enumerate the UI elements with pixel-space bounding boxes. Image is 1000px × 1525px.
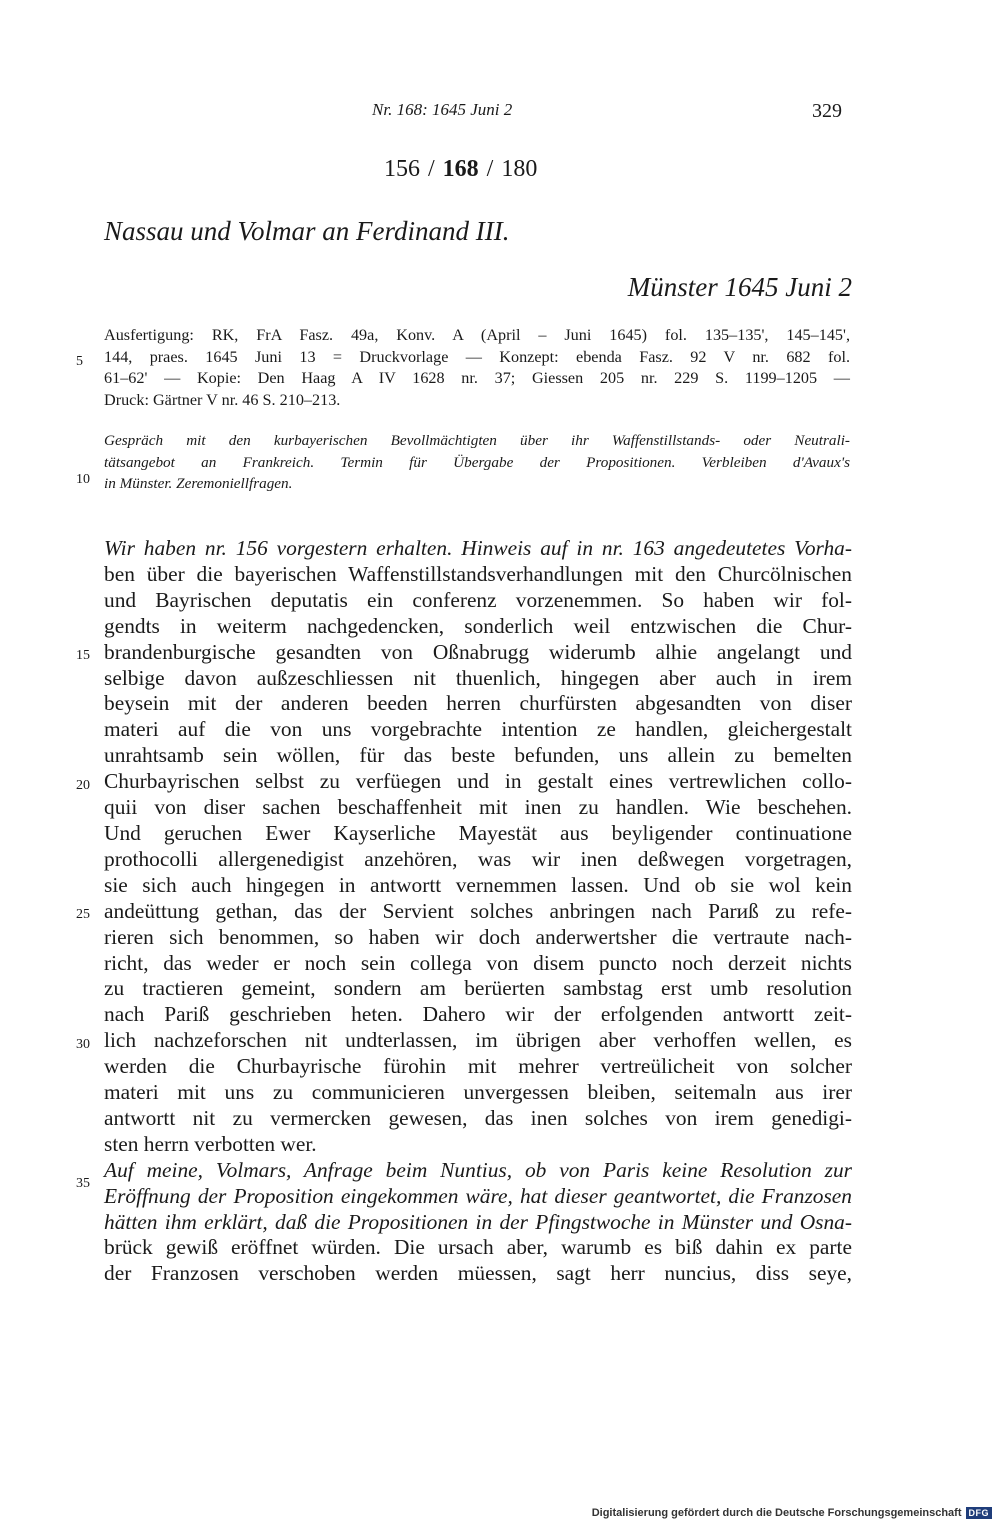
margin-line-number: 30 bbox=[76, 1037, 90, 1052]
place-date: Münster 1645 Juni 2 bbox=[627, 272, 852, 302]
apparatus-line: Druck: Gärtner V nr. 46 S. 210–213. bbox=[104, 390, 341, 409]
body-line: brück gewiß eröffnet würden. Die ursach aber, warumb es biß dahin ex parte bbox=[104, 1235, 852, 1260]
summary-line: Gespräch mit den kurbayerischen Bevollmächtigten über ihr Waffenstillstands- oder Neutrali- bbox=[104, 432, 850, 449]
body-line: sie sich auch hingegen in antwortt vernemmen lassen. Und ob sie wol kein bbox=[104, 872, 852, 897]
summary-line: tätsangebot an Frankreich. Termin für Übergabe der Propositionen. Verbleiben d'Avaux's bbox=[104, 453, 850, 471]
current-document-number: 168 bbox=[442, 156, 479, 182]
funding-note: Digitalisierung gefördert durch die Deutsche Forschungsgemeinschaft bbox=[591, 1507, 962, 1519]
margin-line-number: 20 bbox=[76, 778, 90, 793]
body-line: zu tractieren gemeint, sondern am berüerten sambstag erst umb resolution bbox=[104, 976, 852, 1001]
body-line: Wir haben nr. 156 vorgestern erhalten. Hinweis auf in nr. 163 angedeutetes Vorha- bbox=[104, 536, 852, 560]
body-line: unrahtsamb sein wöllen, für das beste befunden, uns allein zu bemelten bbox=[104, 743, 852, 768]
source-apparatus bbox=[104, 325, 850, 411]
document-navigation bbox=[384, 156, 537, 183]
letter-body bbox=[104, 536, 852, 1287]
body-line: lich nachzeforschen nit undterlassen, im übrigen aber verhoffen wellen, es bbox=[104, 1028, 852, 1053]
apparatus-line: Ausfertigung: RK, FrA Fasz. 49a, Konv. A (April – Juni 1645) fol. 135–135', 145–145', bbox=[104, 326, 850, 344]
body-line: antwortt nit zu vermercken gewesen, das inen solches von irem genedigi- bbox=[104, 1105, 852, 1130]
body-line: rieren sich benommen, so haben wir doch anderwertsher die vertraute nach- bbox=[104, 924, 852, 949]
funding-footer bbox=[592, 1507, 992, 1519]
body-line: materi mit uns zu communicieren unvergessen bleiben, seitemaln aus irer bbox=[104, 1080, 852, 1105]
running-header: Nr. 168: 1645 Juni 2 bbox=[372, 100, 513, 119]
body-line: der Franzosen verschoben werden müessen, sagt herr nuncius, diss seye, bbox=[104, 1261, 852, 1286]
margin-line-number: 10 bbox=[76, 472, 90, 487]
apparatus-line: 144, praes. 1645 Juni 13 = Druckvorlage — Konzept: ebenda Fasz. 92 V nr. 682 fol. bbox=[104, 347, 850, 366]
body-line: Und geruchen Ewer Kayserliche Mayestät aus beyligender continuatione bbox=[104, 820, 852, 845]
summary-line: in Münster. Zeremoniellfragen. bbox=[104, 475, 293, 492]
body-line: nach Pariß geschrieben heten. Dahero wir der erfolgenden antwortt zeit- bbox=[104, 1002, 852, 1027]
body-line: und Bayrischen deputatis ein conferenz vorzenemmen. So haben wir fol- bbox=[104, 587, 852, 612]
nav-separator: / bbox=[428, 156, 435, 182]
body-line: hätten ihm erklärt, daß die Propositionen in der Pfingstwoche in Münster und Osna- bbox=[104, 1209, 852, 1234]
body-line: Eröffnung der Proposition eingekommen wäre, hat dieser geantwortet, die Franzosen bbox=[104, 1183, 852, 1208]
body-line: prothocolli allergenedigist anzehören, was wir inen deßwegen vorgetragen, bbox=[104, 846, 852, 871]
body-line: selbige davon außzeschliessen nit thuenlich, hingegen aber auch in irem bbox=[104, 665, 852, 690]
body-line: beysein mit der anderen beeden herren churfürsten abgesandten von diser bbox=[104, 691, 852, 716]
body-line: Auf meine, Volmars, Anfrage beim Nuntius, ob von Paris keine Resolution zur bbox=[104, 1157, 852, 1182]
margin-line-number: 15 bbox=[76, 648, 90, 663]
document-title: Nassau und Volmar an Ferdinand III. bbox=[104, 216, 510, 246]
nav-separator: / bbox=[486, 156, 494, 182]
apparatus-line: 61–62' — Kopie: Den Haag A IV 1628 nr. 37; Giessen 205 nr. 229 S. 1199–1205 — bbox=[104, 369, 850, 387]
body-line: brandenburgische gesandten von Oßnabrugg widerumb alhie angelangt und bbox=[104, 639, 852, 664]
body-line: richt, das weder er noch sein collega von disem puncto noch derzeit nichts bbox=[104, 950, 852, 975]
body-line: quii von diser sachen beschaffenheit mit inen zu handlen. Wie beschehen. bbox=[104, 795, 852, 820]
body-line: andeüttung gethan, das der Servient solches anbringen nach Parиß zu refe- bbox=[104, 898, 852, 923]
body-line: Churbayrischen selbst zu verfüegen und in gestalt eines vertrewlichen collo- bbox=[104, 769, 852, 794]
next-document-link[interactable]: 180 bbox=[501, 156, 538, 182]
body-line: materi auf die von uns vorgebrachte intention ze handlen, gleichergestalt bbox=[104, 717, 852, 742]
body-line: ben über die bayerischen Waffenstillstandsverhandlungen mit den Churcölnischen bbox=[104, 561, 852, 586]
document-summary bbox=[104, 430, 850, 495]
dfg-logo-icon: DFG bbox=[966, 1507, 993, 1519]
body-line: sten herrn verbotten wer. bbox=[104, 1131, 317, 1156]
prev-document-link[interactable]: 156 bbox=[384, 156, 420, 182]
margin-line-number: 35 bbox=[76, 1176, 90, 1191]
body-line: gendts in weiterm nachgedencken, sonderlich weil entzwischen die Chur- bbox=[104, 613, 852, 638]
body-line: werden die Churbayrische fürohin mit mehrer vertreülicheit von solcher bbox=[104, 1054, 852, 1079]
margin-line-number: 25 bbox=[76, 907, 90, 922]
page-number: 329 bbox=[812, 100, 842, 122]
margin-line-number: 5 bbox=[76, 354, 83, 369]
